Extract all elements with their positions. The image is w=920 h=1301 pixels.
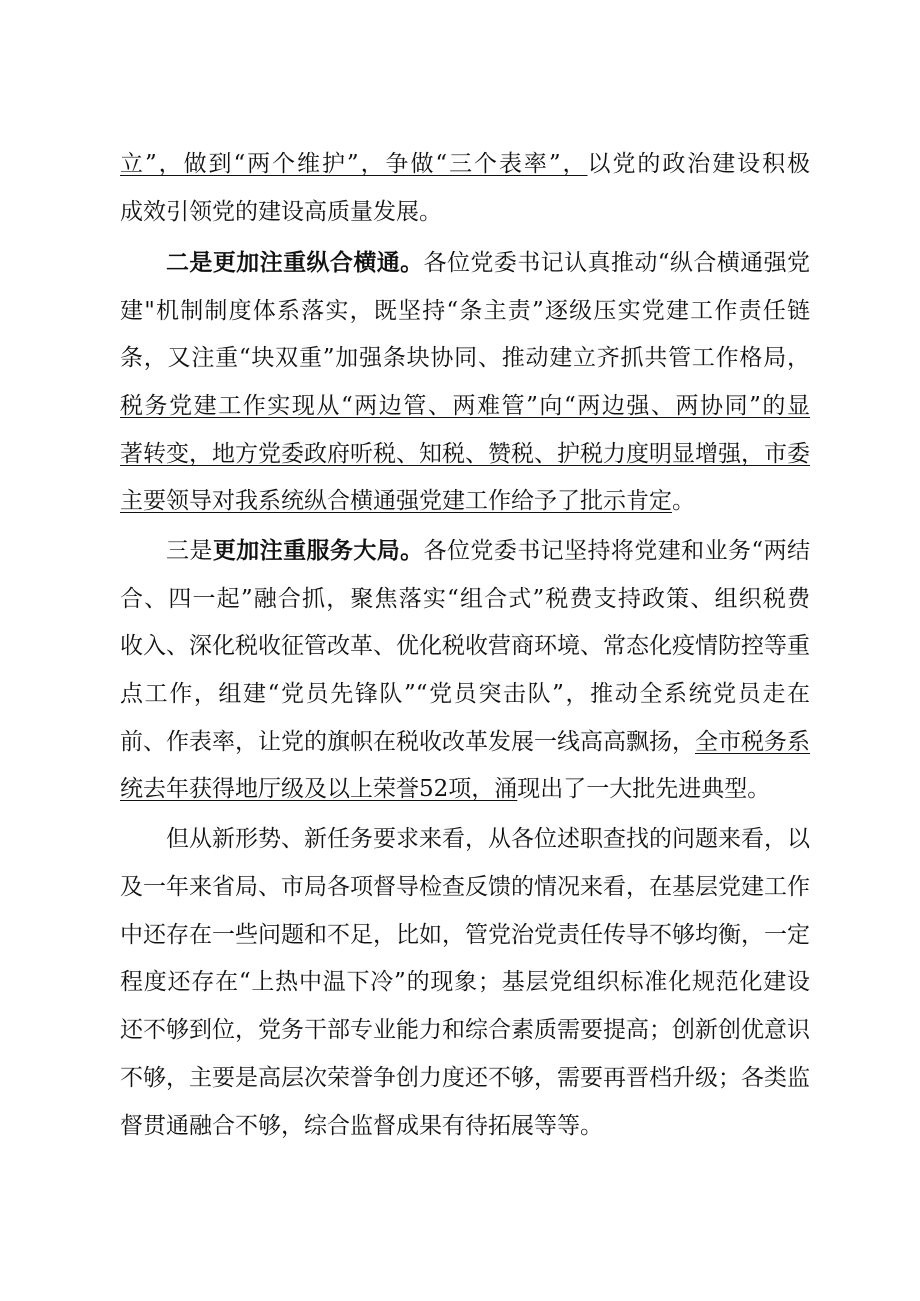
text-segment: 成效引领党的建设高质量发展。: [120, 199, 442, 225]
text-line: [166, 535, 810, 567]
text-line: [120, 583, 810, 615]
text-segment: 条，又注重“块双重”加强条块协同、推动建立齐抓共管工作格局，: [120, 345, 810, 371]
text-segment: 各位党委书记认真推动“纵合横通强党: [423, 250, 810, 276]
paragraph-heading: 更加注重服务大局。: [212, 537, 424, 564]
text-segment: 不够，主要是高层次荣誉争创力度还不够，需要再晋档升级；各类监: [120, 1065, 810, 1091]
text-segment: 但从新形势、新任务要求来看，从各位述职查找的问题来看，以: [166, 826, 810, 852]
text-line: [120, 966, 810, 998]
text-line: [166, 247, 810, 279]
text-line: [120, 485, 810, 517]
text-segment: 收入、深化税收征管改革、优化税收营商环境、常态化疫情防控等重: [120, 633, 810, 659]
text-segment: 现出了一大批先进典型。: [517, 776, 771, 802]
text-segment: 以党的政治建设积极: [587, 151, 810, 177]
text-line: [120, 726, 810, 758]
paragraph-heading: 二是更加注重纵合横通。: [166, 249, 424, 276]
text-segment: 及一年来省局、市局各项督导检查反馈的情况来看，在基层党建工作: [120, 874, 810, 900]
text-line: [120, 342, 810, 374]
text-segment: 中还存在一些问题和不足，比如，管党治党责任传导不够均衡，一定: [120, 922, 810, 948]
text-segment: 各位党委书记坚持将党建和业务“两结: [423, 538, 810, 564]
text-segment-underlined: 全市税务系: [695, 729, 810, 755]
text-line: [166, 823, 810, 855]
text-segment: 点工作，组建“党员先锋队”“党员突击队”，推动全系统党员走在: [120, 681, 810, 707]
text-line: [120, 295, 810, 327]
text-segment: 三是: [166, 538, 213, 564]
text-line: [120, 871, 810, 903]
text-segment: 程度还存在“上热中温下冷”的现象；基层党组织标准化规范化建设: [120, 969, 810, 995]
text-line: [120, 196, 810, 228]
text-line: [120, 773, 810, 805]
text-segment-underlined: 统去年获得地厅级及以上荣誉52项，涌: [120, 776, 518, 802]
text-segment-underlined: 主要领导对我系统纵合横通强党建工作给予了批示肯定: [120, 488, 672, 514]
text-line: [120, 630, 810, 662]
text-line: [120, 438, 810, 470]
text-segment: 督贯通融合不够，综合监督成果有待拓展等等。: [120, 1113, 603, 1139]
text-line: [120, 919, 810, 951]
text-segment-underlined: 著转变，地方党委政府听税、知税、赞税、护税力度明显增强，市委: [120, 441, 810, 467]
text-segment-underlined: 立”，做到“两个维护”，争做“三个表率”，: [120, 151, 588, 177]
text-line: [120, 148, 810, 180]
text-segment: 还不够到位，党务干部专业能力和综合素质需要提高；创新创优意识: [120, 1017, 810, 1043]
text-segment-underlined: 税务党建工作实现从“两边管、两难管”向“两边强、两协同”的显: [120, 393, 810, 419]
text-line: [120, 1062, 810, 1094]
text-segment: 合、四一起”融合抓，聚焦落实“组合式”税费支持政策、组织税费: [120, 586, 810, 612]
text-segment: 建"机制制度体系落实，既坚持“条主责”逐级压实党建工作责任链: [120, 298, 810, 324]
text-line: [120, 390, 810, 422]
text-segment: 。: [672, 488, 695, 514]
text-line: [120, 1014, 810, 1046]
text-segment: 前、作表率，让党的旗帜在税收改革发展一线高高飘扬，: [120, 729, 695, 755]
text-line: [120, 678, 810, 710]
text-line: [120, 1110, 810, 1142]
